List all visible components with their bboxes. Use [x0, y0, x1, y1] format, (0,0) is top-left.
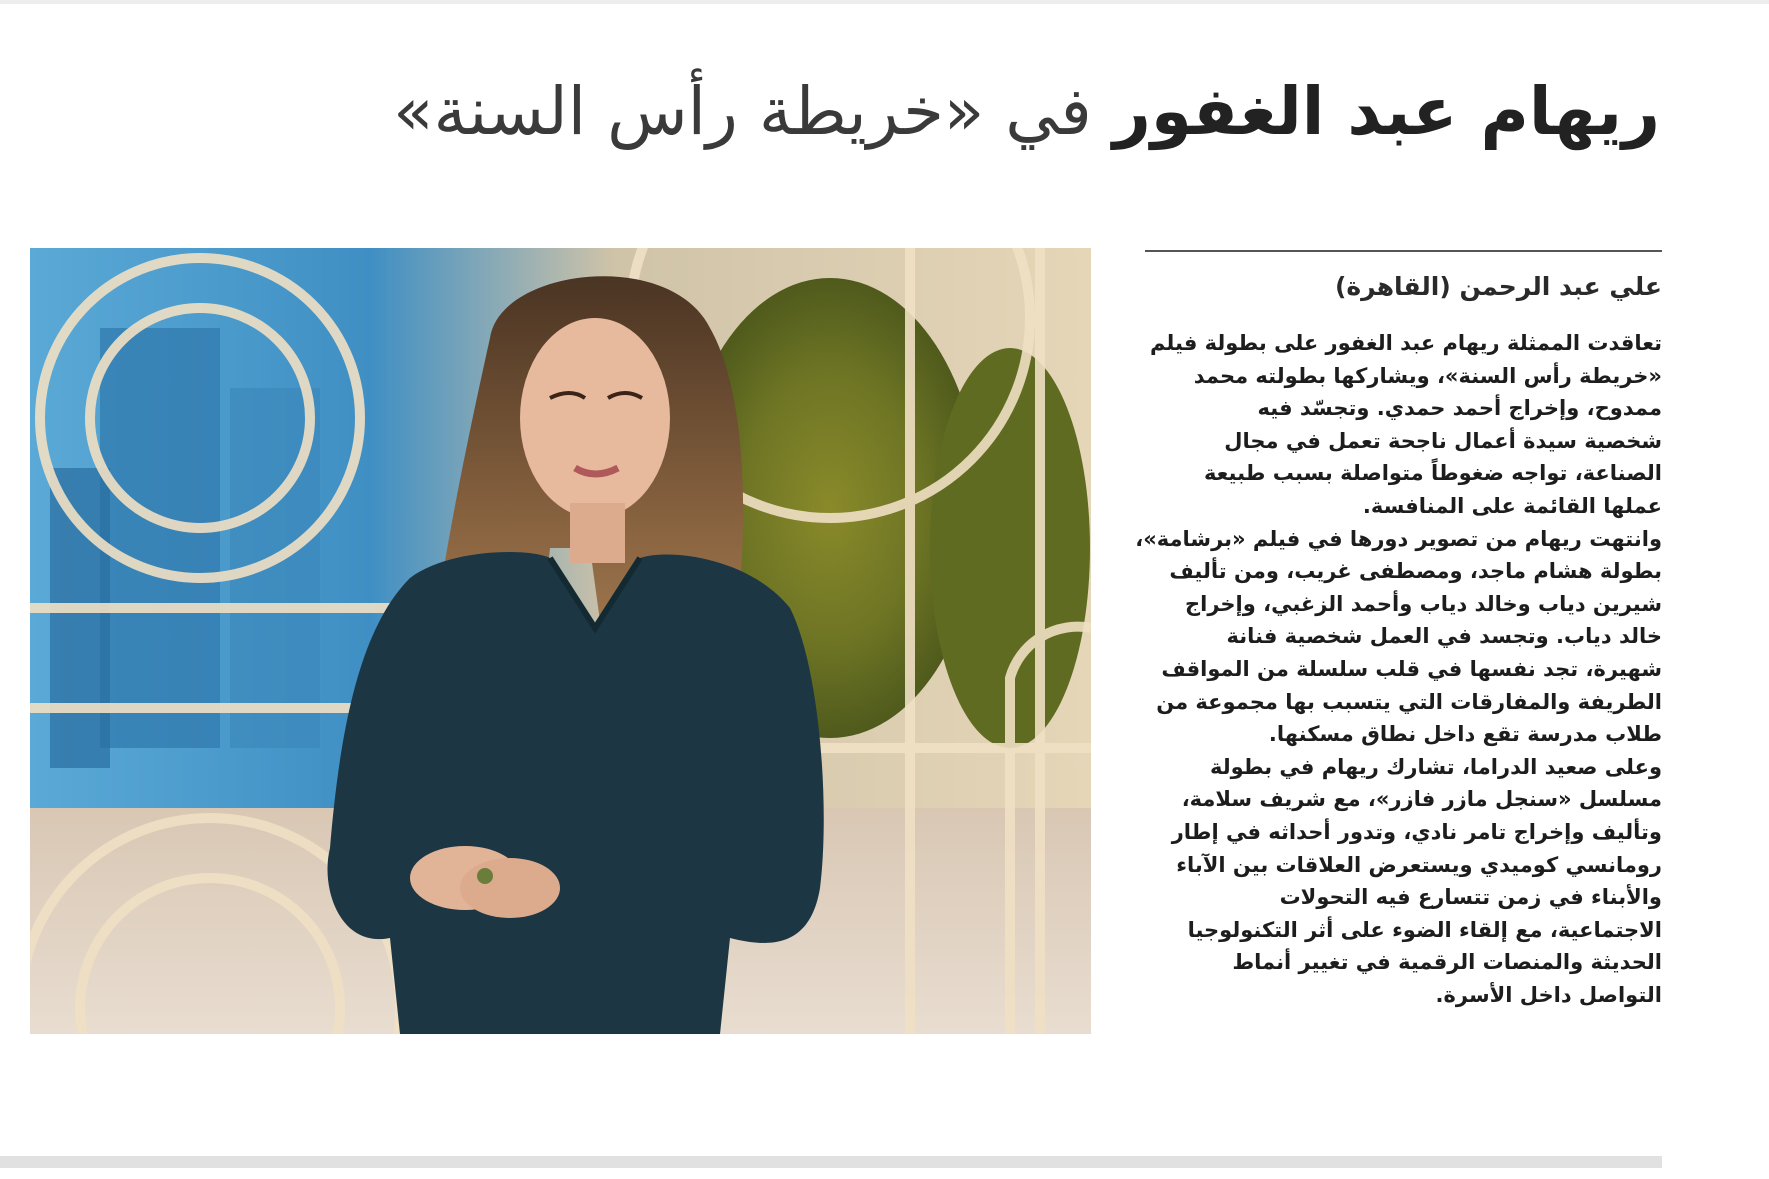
- body-line: مسلسل «سنجل مازر فازر»، مع شريف سلامة،: [1181, 787, 1662, 812]
- body-line: الحديثة والمنصات الرقمية في تغيير أنماط: [1232, 950, 1662, 975]
- body-line: عملها القائمة على المنافسة.: [1362, 493, 1662, 518]
- headline-rest: في «خريطة رأس السنة»: [393, 73, 1092, 150]
- body-line: شهيرة، تجد نفسها في قلب سلسلة من المواقف: [1161, 656, 1662, 681]
- body-line: التواصل داخل الأسرة.: [1435, 982, 1662, 1007]
- photo-of-actress-icon: [30, 248, 1091, 1034]
- byline: علي عبد الرحمن (القاهرة): [1334, 272, 1662, 301]
- body-line: تعاقدت الممثلة ريهام عبد الغفور على بطولة فيلم: [1149, 331, 1662, 355]
- body-line: شيرين دياب وخالد دياب وأحمد الزغبي، وإخراج: [1185, 591, 1662, 616]
- body-line: وتأليف وإخراج تامر نادي، وتدور أحداثه في إطار: [1171, 819, 1662, 844]
- body-line: الصناعة، تواجه ضغوطاً متواصلة بسبب طبيعة: [1203, 461, 1662, 486]
- body-line: وانتهت ريهام من تصوير دورها في فيلم «برشامة»،: [1135, 526, 1662, 551]
- body-line: رومانسي كوميدي ويستعرض العلاقات بين الآباء: [1176, 852, 1662, 877]
- headline: [220, 52, 1660, 172]
- body-line: الطريفة والمفارقات التي يتسبب بها مجموعة من: [1156, 689, 1662, 714]
- byline-divider: [1145, 250, 1662, 252]
- body-line: الاجتماعية، مع إلقاء الضوء على أثر التكنولوجيا: [1187, 917, 1662, 942]
- body-line: شخصية سيدة أعمال ناجحة تعمل في مجال: [1224, 428, 1662, 453]
- bottom-divider: [0, 1156, 1662, 1168]
- body-line: وعلى صعيد الدراما، تشارك ريهام في بطولة: [1209, 754, 1662, 779]
- body-line: ممدوح، وإخراج أحمد حمدي. وتجسّد فيه: [1257, 396, 1662, 421]
- headline-name: ريهام عبد الغفور: [1112, 73, 1660, 150]
- top-border: [0, 0, 1769, 4]
- body-line: «خريطة رأس السنة»، ويشاركها بطولته محمد: [1193, 363, 1662, 388]
- body-line: والأبناء في زمن تتسارع فيه التحولات: [1279, 885, 1662, 910]
- body-line: بطولة هشام ماجد، ومصطفى غريب، ومن تأليف: [1169, 559, 1662, 584]
- article-photo: [30, 248, 1091, 1034]
- body-line: طلاب مدرسة تقع داخل نطاق مسكنها.: [1268, 722, 1662, 747]
- article-body: [1135, 327, 1662, 1011]
- body-line: خالد دياب. وتجسد في العمل شخصية فنانة: [1226, 624, 1662, 649]
